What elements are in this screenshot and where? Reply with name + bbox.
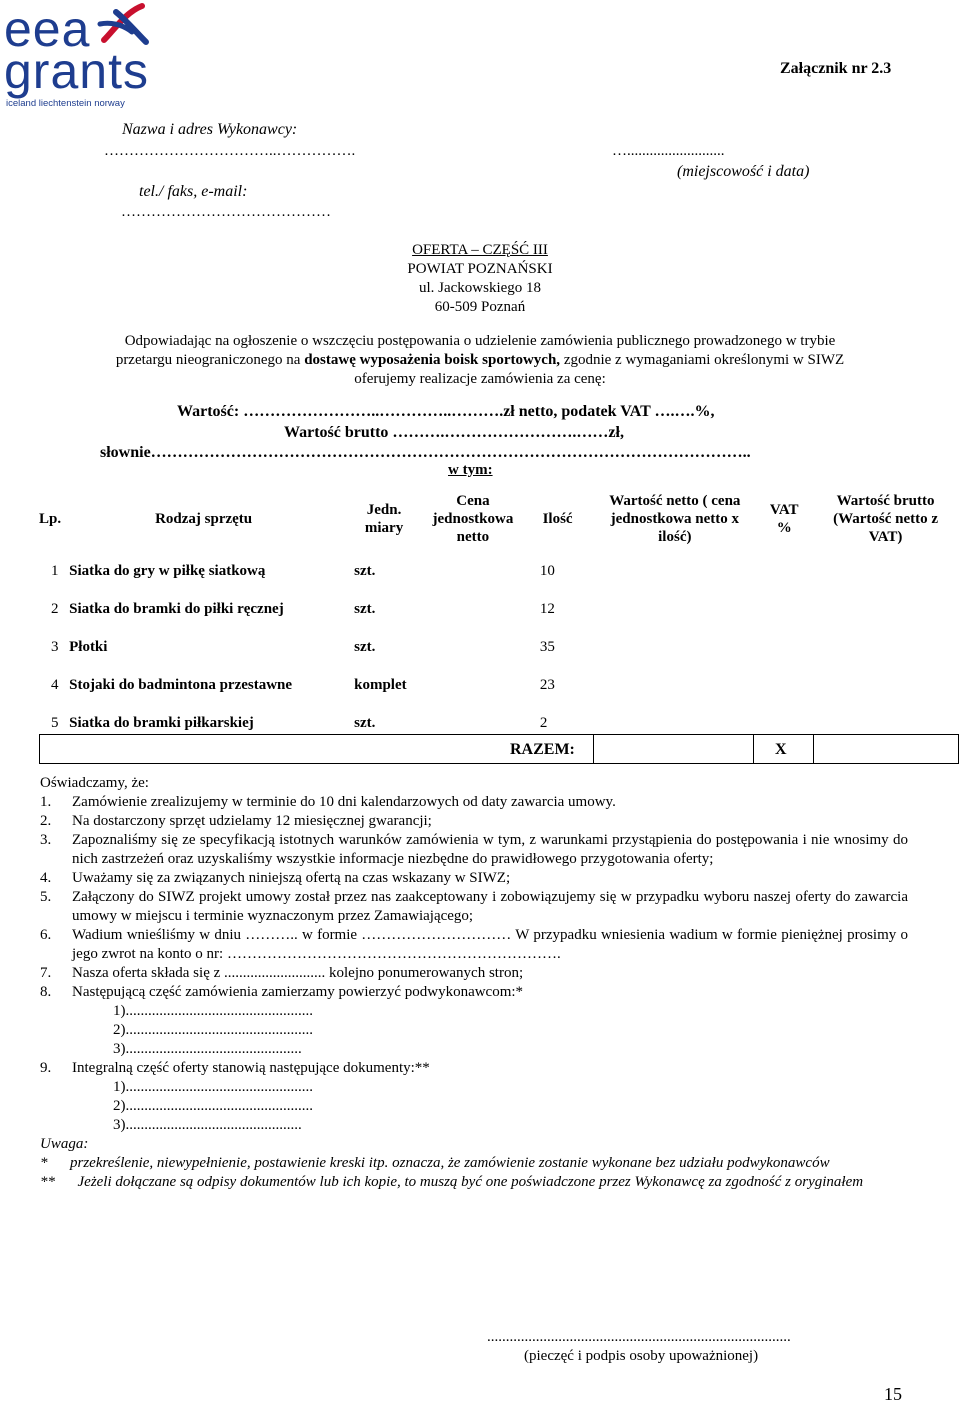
intro-line2a: przetargu nieograniczonego na	[115, 352, 305, 368]
contact-dots: ……………………………………	[121, 204, 331, 220]
declaration-num: 5.	[40, 889, 52, 905]
intro-line3: oferujemy realizacje zamówienia za cenę:	[354, 371, 606, 387]
total-divider-3	[813, 735, 814, 763]
col-unit-price: Cena jednostkowa netto	[432, 493, 514, 545]
declaration-text: Na dostarczony sprzęt udzielamy 12 miesięcznej gwarancji;	[72, 813, 432, 829]
total-divider-2	[753, 735, 754, 763]
declaration-num: 6.	[40, 927, 52, 943]
row-unit-price-cell	[426, 628, 520, 666]
row-quantity: 35	[539, 639, 555, 655]
declarations	[40, 774, 908, 1192]
declaration-text: Uważamy się za związanych niniejszą ofertą na czas wskazany w SIWZ;	[72, 870, 511, 886]
declarations-title: Oświadczamy, że:	[40, 775, 149, 791]
offer-table	[39, 486, 957, 742]
page-number: 15	[884, 1384, 902, 1404]
intro-line2c: zgodnie z wymaganiami określonymi w SIWZ	[560, 352, 845, 368]
price-including: w tym:	[448, 462, 493, 478]
declaration-item	[40, 793, 908, 812]
intro-line1: Odpowiadając na ogłoszenie o wszczęciu postępowania o udzielenie zamówienia publicznego prowadzonego w trybie	[124, 333, 836, 349]
declaration-text: Nasza oferta składa się z ........................... kolejno ponumerowanych stron;	[72, 965, 524, 981]
declaration-item	[40, 831, 908, 869]
row-unit: komplet	[354, 677, 407, 693]
col-item-type: Rodzaj sprzętu	[155, 511, 253, 527]
declaration-item	[40, 964, 908, 983]
row-lp: 4	[51, 677, 59, 693]
row-gross-value-cell	[814, 552, 957, 590]
col-vat: VAT %	[769, 502, 799, 536]
total-vat-x: X	[775, 741, 787, 758]
table-row	[39, 666, 957, 704]
eea-grants-symbol-icon	[96, 2, 150, 48]
row-vat-cell	[754, 552, 814, 590]
total-label: RAZEM:	[510, 741, 575, 758]
row-item-name: Siatka do gry w piłkę siatkową	[69, 563, 266, 579]
signature-label: (pieczęć i podpis osoby upoważnionej)	[524, 1348, 759, 1364]
row-lp: 1	[51, 563, 59, 579]
row-gross-value-cell	[814, 666, 957, 704]
intro-line2b: dostawę wyposażenia boisk sportowych,	[304, 352, 561, 368]
table-row	[39, 552, 957, 590]
col-unit: Jedn. miary	[364, 502, 404, 536]
document-line-1: 1)..................................................	[113, 1079, 313, 1095]
offer-heading	[330, 241, 630, 317]
declaration-text: Integralną część oferty stanowią następujące dokumenty:**	[72, 1060, 430, 1076]
row-item-name: Siatka do bramki piłkarskiej	[69, 715, 254, 731]
declaration-num: 7.	[40, 965, 52, 981]
annex-number: Załącznik nr 2.3	[780, 60, 892, 77]
notes-title: Uwaga:	[40, 1136, 89, 1152]
row-quantity: 23	[539, 677, 555, 693]
note-1: * przekreślenie, niewypełnienie, postawienie kreski itp. oznacza, że zamówienie zostanie wykonane bez udziału podwykonawców	[40, 1155, 830, 1171]
declaration-num: 4.	[40, 870, 52, 886]
col-net-value: Wartość netto ( cena jednostkowa netto x ilość)	[609, 493, 741, 545]
row-net-value-cell	[595, 666, 754, 704]
declaration-item	[40, 926, 908, 964]
row-item-name: Siatka do bramki do piłki ręcznej	[69, 601, 284, 617]
row-vat-cell	[754, 590, 814, 628]
intro-line2	[40, 351, 920, 370]
declaration-num: 8.	[40, 984, 52, 1000]
offer-city: 60-509 Poznań	[434, 299, 526, 315]
price-words-line: słownie…………………………………………………………………………………………………..	[100, 444, 751, 461]
declaration-item	[40, 888, 908, 926]
row-net-value-cell	[595, 628, 754, 666]
row-vat-cell	[754, 666, 814, 704]
declaration-item	[40, 869, 908, 888]
place-date-dots: …..........................	[612, 143, 725, 159]
offer-title: OFERTA – CZĘŚĆ III	[412, 242, 548, 258]
declaration-text: Następującą część zamówienia zamierzamy powierzyć podwykonawcom:*	[72, 984, 524, 1000]
row-net-value-cell	[595, 590, 754, 628]
logo-tagline: iceland liechtenstein norway	[6, 98, 125, 109]
logo-line2: grants	[4, 43, 149, 99]
logo-line1: eea	[4, 1, 91, 57]
row-unit: szt.	[354, 601, 376, 617]
declaration-num: 9.	[40, 1060, 52, 1076]
row-lp: 2	[51, 601, 59, 617]
table-header-row	[39, 486, 957, 552]
offer-street: ul. Jackowskiego 18	[418, 280, 542, 296]
contact-label: tel./ faks, e-mail:	[139, 183, 248, 200]
row-unit-price-cell	[426, 666, 520, 704]
table-row	[39, 628, 957, 666]
row-quantity: 12	[539, 601, 555, 617]
declaration-text: Załączony do SIWZ projekt umowy został przez nas zaakceptowany i zobowiązujemy się w przypadku wyboru naszej oferty do zawarcia umowy w miejscu i terminie wyznaczonym przez Zamawiającego;	[72, 889, 908, 924]
intro-paragraph	[40, 332, 920, 389]
subcontractor-line-2: 2)..................................................	[113, 1022, 313, 1038]
declaration-item	[40, 983, 908, 1002]
declaration-item	[40, 812, 908, 831]
declaration-text: Wadium wnieśliśmy w dniu ……….. w formie ………………………… W przypadku wniesienia wadium w formie pieniężnej prosimy o jego zwrot na konto o nr: ………………………………………………………….	[72, 927, 908, 962]
declaration-item	[40, 1059, 908, 1078]
eea-grants-logo	[4, 2, 154, 114]
row-quantity: 2	[539, 715, 548, 731]
row-net-value-cell	[595, 552, 754, 590]
declaration-text: Zapoznaliśmy się ze specyfikacją istotnych warunków zamówienia w tym, z warunkami przystąpienia do postępowania i nie wnosimy do nich zastrzeżeń oraz uzyskaliśmy wszystkie informacje niezbędne do prawidłowego przygotowania oferty;	[72, 832, 908, 867]
row-lp: 3	[51, 639, 59, 655]
declaration-text: Zamówienie zrealizujemy w terminie do 10 dni kalendarzowych od daty zawarcia umowy.	[72, 794, 616, 810]
col-quantity: Ilość	[542, 511, 573, 527]
row-quantity: 10	[539, 563, 555, 579]
total-row	[39, 734, 959, 764]
row-vat-cell	[754, 628, 814, 666]
offer-county: POWIAT POZNAŃSKI	[407, 261, 553, 277]
place-date-label: (miejscowość i data)	[677, 163, 810, 180]
row-unit-price-cell	[426, 590, 520, 628]
document-line-3: 3)...............................................	[113, 1117, 302, 1133]
declaration-num: 3.	[40, 832, 52, 848]
contractor-name-dots: ……………………………..…………….	[104, 143, 356, 159]
row-unit: szt.	[354, 639, 376, 655]
subcontractor-line-3: 3)...............................................	[113, 1041, 302, 1057]
price-gross-line: Wartość brutto ……….…………………….……zł,	[284, 424, 624, 441]
declaration-num: 1.	[40, 794, 52, 810]
col-gross-value: Wartość brutto (Wartość netto z VAT)	[833, 493, 939, 545]
row-item-name: Płotki	[69, 639, 108, 655]
row-unit: szt.	[354, 715, 376, 731]
row-unit: szt.	[354, 563, 376, 579]
document-line-2: 2)..................................................	[113, 1098, 313, 1114]
row-gross-value-cell	[814, 628, 957, 666]
signature-dots: .................................................................................	[487, 1329, 791, 1345]
subcontractor-line-1: 1)..................................................	[113, 1003, 313, 1019]
price-value-line: Wartość: ……………………..…………..……….zł netto, podatek VAT ….….%,	[177, 403, 715, 420]
col-lp: Lp.	[39, 511, 62, 527]
row-gross-value-cell	[814, 590, 957, 628]
declaration-num: 2.	[40, 813, 52, 829]
row-item-name: Stojaki do badmintona przestawne	[69, 677, 293, 693]
table-row	[39, 590, 957, 628]
total-divider-1	[593, 735, 594, 763]
row-unit-price-cell	[426, 552, 520, 590]
contractor-name-label: Nazwa i adres Wykonawcy:	[122, 121, 298, 138]
row-lp: 5	[51, 715, 59, 731]
note-2: ** Jeżeli dołączane są odpisy dokumentów lub ich kopie, to muszą być one poświadczone przez Wykonawcę za zgodność z oryginałem	[40, 1174, 864, 1190]
